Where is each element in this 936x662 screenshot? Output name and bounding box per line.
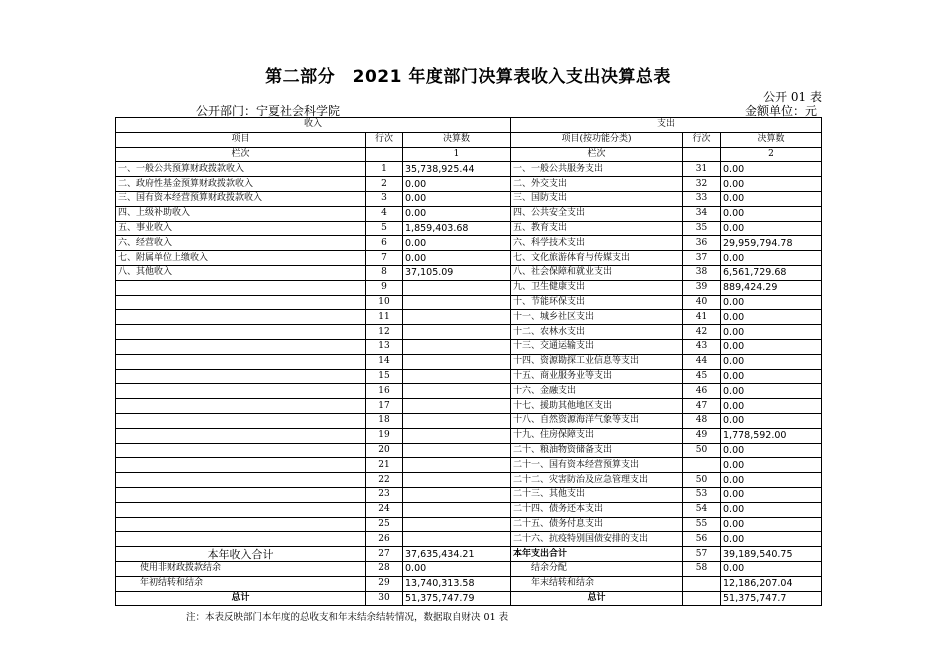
income-amount: 0.00 [403, 177, 511, 192]
row-number: 9 [366, 280, 403, 295]
income-item [116, 487, 366, 502]
income-amount [403, 399, 511, 414]
table-row [116, 354, 822, 369]
expense-item: 十二、农林水支出 [511, 325, 683, 340]
expense-amount: 0.00 [721, 473, 822, 488]
row-number: 32 [683, 177, 721, 192]
carryover-row [116, 576, 822, 591]
expense-item: 二十一、国有资本经营预算支出 [511, 458, 683, 473]
footnote: 注：本表反映部门本年度的总收支和年末结余结转情况，数据取自财决 01 表 [186, 612, 509, 623]
department-label: 公开部门：宁夏社会科学院 [196, 104, 341, 118]
row-number: 8 [366, 265, 403, 280]
expense-amount: 889,424.29 [721, 280, 822, 295]
expense-item: 七、文化旅游体育与传媒支出 [511, 251, 683, 266]
income-item [116, 473, 366, 488]
row-number: 33 [683, 191, 721, 206]
table-row [116, 236, 822, 251]
income-item [116, 399, 366, 414]
table-row [116, 339, 822, 354]
row-number: 37 [683, 251, 721, 266]
row-number: 35 [683, 221, 721, 236]
income-item [116, 280, 366, 295]
row-number: 22 [366, 473, 403, 488]
expense-item: 三、国防支出 [511, 191, 683, 206]
expense-amount: 0.00 [721, 206, 822, 221]
col-label: 栏次 [511, 147, 683, 162]
row-number: 28 [366, 561, 403, 576]
row-number: 19 [366, 428, 403, 443]
carry-in-amount: 13,740,313.58 [403, 576, 511, 591]
expense-amount: 0.00 [721, 325, 822, 340]
income-item: 四、上级补助收入 [116, 206, 366, 221]
row-number: 12 [366, 325, 403, 340]
col-amount-header: 决算数 [721, 132, 822, 147]
income-amount [403, 502, 511, 517]
row-number: 18 [366, 413, 403, 428]
page-title: 第二部分 2021 年度部门决算表收入支出决算总表 [265, 67, 671, 87]
row-number: 21 [366, 458, 403, 473]
row-number: 40 [683, 295, 721, 310]
expense-item: 五、教育支出 [511, 221, 683, 236]
col-item-header: 项目 [116, 132, 366, 147]
row-number: 36 [683, 236, 721, 251]
table-row [116, 428, 822, 443]
table-row [116, 206, 822, 221]
row-number: 4 [366, 206, 403, 221]
row-number: 27 [366, 547, 403, 562]
income-amount [403, 369, 511, 384]
income-amount: 0.00 [403, 191, 511, 206]
balance-row [116, 561, 822, 576]
table-row [116, 177, 822, 192]
table-row [116, 369, 822, 384]
income-item [116, 354, 366, 369]
row-number: 41 [683, 310, 721, 325]
income-amount [403, 280, 511, 295]
expense-amount: 0.00 [721, 487, 822, 502]
income-item: 二、政府性基金预算财政拨款收入 [116, 177, 366, 192]
table-row [116, 384, 822, 399]
col-rowno-header: 行次 [683, 132, 721, 147]
row-number: 47 [683, 399, 721, 414]
expense-amount: 0.00 [721, 443, 822, 458]
row-number: 16 [366, 384, 403, 399]
row-number: 20 [366, 443, 403, 458]
expense-item: 八、社会保障和就业支出 [511, 265, 683, 280]
grand-total-label: 总计 [116, 591, 366, 606]
income-amount [403, 443, 511, 458]
income-amount [403, 384, 511, 399]
table-row [116, 458, 822, 473]
col-label: 栏次 [116, 147, 366, 162]
income-amount [403, 339, 511, 354]
expense-item: 二十、粮油物资储备支出 [511, 443, 683, 458]
income-amount [403, 532, 511, 547]
expense-amount: 1,778,592.00 [721, 428, 822, 443]
expense-amount: 29,959,794.78 [721, 236, 822, 251]
row-number: 57 [683, 547, 721, 562]
col-amount-header: 决算数 [403, 132, 511, 147]
carry-out-amount: 12,186,207.04 [721, 576, 822, 591]
income-amount [403, 517, 511, 532]
row-number: 6 [366, 236, 403, 251]
carry-in-label: 年初结转和结余 [116, 576, 366, 591]
table-row [116, 310, 822, 325]
row-number: 2 [366, 177, 403, 192]
expense-item: 二十六、抗疫特别国债安排的支出 [511, 532, 683, 547]
row-number: 3 [366, 191, 403, 206]
distribution-label: 结余分配 [511, 561, 683, 576]
row-number [683, 458, 721, 473]
table-row [116, 162, 822, 177]
income-item [116, 458, 366, 473]
col-index-1: 1 [403, 147, 511, 162]
expense-item: 十九、住房保障支出 [511, 428, 683, 443]
table-row [116, 251, 822, 266]
table-row [116, 502, 822, 517]
row-number: 10 [366, 295, 403, 310]
income-item [116, 443, 366, 458]
expense-amount: 0.00 [721, 458, 822, 473]
income-amount [403, 428, 511, 443]
row-number: 46 [683, 384, 721, 399]
expense-item: 十七、援助其他地区支出 [511, 399, 683, 414]
expense-item: 十一、城乡社区支出 [511, 310, 683, 325]
income-item [116, 325, 366, 340]
row-number: 15 [366, 369, 403, 384]
row-number: 44 [683, 354, 721, 369]
nonfiscal-balance-label: 使用非财政拨款结余 [116, 561, 366, 576]
income-item [116, 310, 366, 325]
income-item [116, 428, 366, 443]
expense-item: 二十五、债务付息支出 [511, 517, 683, 532]
income-item: 七、附属单位上缴收入 [116, 251, 366, 266]
row-number: 53 [683, 487, 721, 502]
income-amount: 35,738,925.44 [403, 162, 511, 177]
row-number: 26 [366, 532, 403, 547]
expense-header: 支出 [511, 118, 822, 133]
income-amount [403, 458, 511, 473]
row-number: 7 [366, 251, 403, 266]
income-amount: 0.00 [403, 251, 511, 266]
income-expense-table [115, 117, 822, 606]
table-row [116, 191, 822, 206]
income-item: 八、其他收入 [116, 265, 366, 280]
income-item [116, 413, 366, 428]
col-rowno-header: 行次 [366, 132, 403, 147]
currency-unit-label: 金额单位：元 [744, 104, 817, 118]
col-item-func-header: 项目(按功能分类) [511, 132, 683, 147]
table-row [116, 413, 822, 428]
expense-amount: 0.00 [721, 517, 822, 532]
row-number: 56 [683, 532, 721, 547]
row-number: 39 [683, 280, 721, 295]
income-item [116, 532, 366, 547]
row-number: 11 [366, 310, 403, 325]
income-amount [403, 295, 511, 310]
row-number: 13 [366, 339, 403, 354]
income-amount [403, 325, 511, 340]
income-amount [403, 487, 511, 502]
income-item: 三、国有资本经营预算财政拨款收入 [116, 191, 366, 206]
row-number: 5 [366, 221, 403, 236]
expense-amount: 0.00 [721, 399, 822, 414]
row-number: 43 [683, 339, 721, 354]
grand-total-expense: 51,375,747.7 [721, 591, 822, 606]
income-item: 一、一般公共预算财政拨款收入 [116, 162, 366, 177]
expense-amount: 0.00 [721, 502, 822, 517]
expense-amount: 0.00 [721, 354, 822, 369]
table-row [116, 532, 822, 547]
expense-amount: 0.00 [721, 310, 822, 325]
income-amount: 0.00 [403, 206, 511, 221]
expense-item: 二、外交支出 [511, 177, 683, 192]
expense-item: 二十四、债务还本支出 [511, 502, 683, 517]
table-row [116, 221, 822, 236]
section-header-row [116, 118, 822, 133]
table-row [116, 295, 822, 310]
expense-item: 十六、金融支出 [511, 384, 683, 399]
expense-amount: 6,561,729.68 [721, 265, 822, 280]
expense-amount: 0.00 [721, 384, 822, 399]
row-number: 23 [366, 487, 403, 502]
expense-total-label: 本年支出合计 [511, 547, 683, 562]
row-number: 30 [366, 591, 403, 606]
income-item [116, 502, 366, 517]
expense-item: 六、科学技术支出 [511, 236, 683, 251]
expense-amount: 0.00 [721, 413, 822, 428]
distribution-amount: 0.00 [721, 561, 822, 576]
income-total-label: 本年收入合计 [116, 547, 366, 562]
grand-total-row [116, 591, 822, 606]
table-row [116, 473, 822, 488]
income-amount [403, 473, 511, 488]
income-item: 五、事业收入 [116, 221, 366, 236]
expense-total-amount: 39,189,540.75 [721, 547, 822, 562]
row-number: 17 [366, 399, 403, 414]
row-number: 50 [683, 443, 721, 458]
income-amount: 0.00 [403, 236, 511, 251]
expense-amount: 0.00 [721, 221, 822, 236]
column-header-row [116, 132, 822, 147]
table-row [116, 325, 822, 340]
expense-amount: 0.00 [721, 191, 822, 206]
income-amount: 37,105.09 [403, 265, 511, 280]
income-item [116, 384, 366, 399]
row-number: 45 [683, 369, 721, 384]
row-number: 29 [366, 576, 403, 591]
expense-item: 四、公共安全支出 [511, 206, 683, 221]
income-amount [403, 354, 511, 369]
table-row [116, 399, 822, 414]
income-amount [403, 413, 511, 428]
row-number: 14 [366, 354, 403, 369]
row-number: 48 [683, 413, 721, 428]
table-row [116, 487, 822, 502]
expense-item: 十八、自然资源海洋气象等支出 [511, 413, 683, 428]
expense-amount: 0.00 [721, 162, 822, 177]
expense-item: 二十二、灾害防治及应急管理支出 [511, 473, 683, 488]
row-number: 55 [683, 517, 721, 532]
table-row [116, 517, 822, 532]
carry-out-label: 年末结转和结余 [511, 576, 683, 591]
col-index-2: 2 [721, 147, 822, 162]
expense-amount: 0.00 [721, 177, 822, 192]
nonfiscal-balance-amount: 0.00 [403, 561, 511, 576]
expense-item: 十四、资源勘探工业信息等支出 [511, 354, 683, 369]
income-item: 六、经营收入 [116, 236, 366, 251]
expense-amount: 0.00 [721, 369, 822, 384]
income-item [116, 369, 366, 384]
income-item [116, 517, 366, 532]
table-row [116, 443, 822, 458]
row-number: 54 [683, 502, 721, 517]
income-item [116, 295, 366, 310]
expense-amount: 0.00 [721, 532, 822, 547]
column-index-row [116, 147, 822, 162]
income-total-amount: 37,635,434.21 [403, 547, 511, 562]
grand-total-expense-label: 总计 [511, 591, 683, 606]
form-number: 公开 01 表 [763, 90, 822, 104]
grand-total-income: 51,375,747.79 [403, 591, 511, 606]
expense-item: 十三、交通运输支出 [511, 339, 683, 354]
expense-item: 一、一般公共服务支出 [511, 162, 683, 177]
table-row [116, 280, 822, 295]
income-header: 收入 [116, 118, 511, 133]
income-amount: 1,859,403.68 [403, 221, 511, 236]
expense-item: 二十三、其他支出 [511, 487, 683, 502]
expense-item: 十五、商业服务业等支出 [511, 369, 683, 384]
row-number: 49 [683, 428, 721, 443]
expense-amount: 0.00 [721, 339, 822, 354]
row-number: 25 [366, 517, 403, 532]
row-number: 42 [683, 325, 721, 340]
expense-item: 九、卫生健康支出 [511, 280, 683, 295]
row-number: 58 [683, 561, 721, 576]
total-row [116, 547, 822, 562]
table-row [116, 265, 822, 280]
row-number: 1 [366, 162, 403, 177]
row-number: 34 [683, 206, 721, 221]
expense-amount: 0.00 [721, 295, 822, 310]
row-number: 31 [683, 162, 721, 177]
row-number: 24 [366, 502, 403, 517]
income-amount [403, 310, 511, 325]
expense-item: 十、节能环保支出 [511, 295, 683, 310]
row-number: 38 [683, 265, 721, 280]
row-number: 50 [683, 473, 721, 488]
expense-amount: 0.00 [721, 251, 822, 266]
income-item [116, 339, 366, 354]
